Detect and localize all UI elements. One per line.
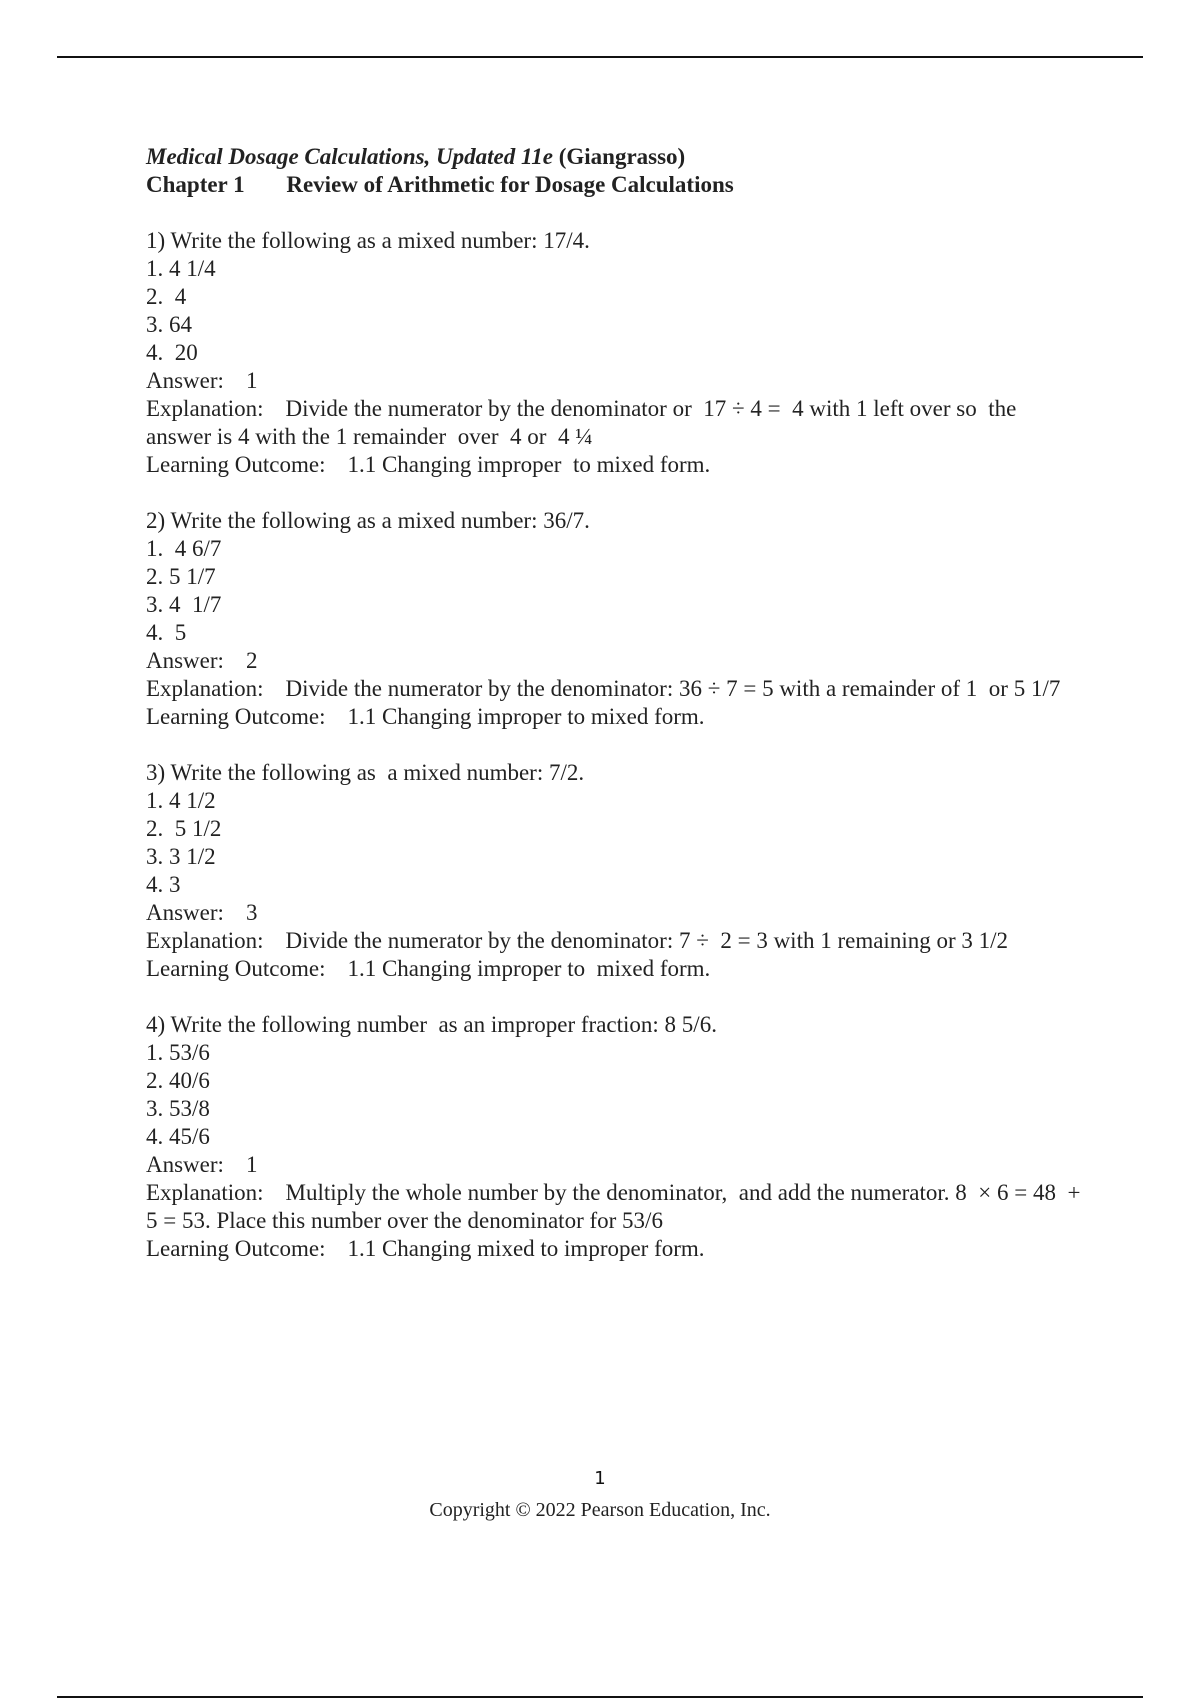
answer-value: 3 xyxy=(245,900,258,925)
outcome-label: Learning Outcome: xyxy=(146,452,326,477)
answer-option: 1. 4 1/4 xyxy=(146,256,216,281)
answer-label: Answer: xyxy=(146,900,224,925)
answer-line xyxy=(146,899,1086,927)
explanation-text: Divide the numerator by the denominator: 7 ÷ 2 = 3 with 1 remaining or 3 1/2 xyxy=(285,928,1009,953)
answer-option: 3. 64 xyxy=(146,312,192,337)
document-body xyxy=(146,143,1086,1263)
outcome-label: Learning Outcome: xyxy=(146,1236,326,1261)
answer-option: 3. 3 1/2 xyxy=(146,844,216,869)
explanation-line xyxy=(146,675,1086,703)
outcome-text: 1.1 Changing mixed to improper form. xyxy=(347,1236,705,1261)
outcome-label: Learning Outcome: xyxy=(146,956,326,981)
question-block xyxy=(146,507,1086,731)
learning-outcome-line xyxy=(146,1235,1086,1263)
answer-label: Answer: xyxy=(146,648,224,673)
question-block xyxy=(146,1011,1086,1263)
answer-option: 2. 5 1/2 xyxy=(146,816,222,841)
explanation-line xyxy=(146,395,1086,451)
bottom-rule xyxy=(57,1696,1143,1698)
answer-option: 1. 4 6/7 xyxy=(146,536,222,561)
answer-option: 4. 45/6 xyxy=(146,1124,210,1149)
chapter-label: Chapter 1 xyxy=(146,172,245,197)
learning-outcome-line xyxy=(146,955,1086,983)
answer-label: Answer: xyxy=(146,1152,224,1177)
answer-option: 4. 20 xyxy=(146,340,198,365)
answer-line xyxy=(146,647,1086,675)
answer-label: Answer: xyxy=(146,368,224,393)
answer-value: 1 xyxy=(245,368,258,393)
question-prompt: 2) Write the following as a mixed number: 36/7. xyxy=(146,508,590,533)
explanation-label: Explanation: xyxy=(146,1180,264,1205)
question-prompt: 1) Write the following as a mixed number: 17/4. xyxy=(146,228,590,253)
explanation-text: Divide the numerator by the denominator: 36 ÷ 7 = 5 with a remainder of 1 or 5 1/7 xyxy=(285,676,1061,701)
answer-option: 3. 4 1/7 xyxy=(146,592,222,617)
answer-option: 4. 3 xyxy=(146,872,181,897)
answer-option: 1. 53/6 xyxy=(146,1040,210,1065)
question-block xyxy=(146,759,1086,983)
explanation-line xyxy=(146,1179,1086,1235)
chapter-title: Review of Arithmetic for Dosage Calculations xyxy=(286,172,734,197)
answer-value: 2 xyxy=(245,648,258,673)
answer-value: 1 xyxy=(245,1152,258,1177)
answer-line xyxy=(146,367,1086,395)
chapter-heading xyxy=(146,171,1086,199)
explanation-text: Divide the numerator by the denominator or 17 ÷ 4 = 4 with 1 left over so the answer is 4 with the 1 remainder over 4 or 4 ¼ xyxy=(146,396,1023,449)
question-prompt: 4) Write the following number as an improper fraction: 8 5/6. xyxy=(146,1012,717,1037)
book-title xyxy=(146,143,1086,171)
outcome-text: 1.1 Changing improper to mixed form. xyxy=(347,956,711,981)
explanation-label: Explanation: xyxy=(146,676,264,701)
learning-outcome-line xyxy=(146,703,1086,731)
learning-outcome-line xyxy=(146,451,1086,479)
answer-option: 3. 53/8 xyxy=(146,1096,210,1121)
top-rule xyxy=(57,56,1143,58)
outcome-label: Learning Outcome: xyxy=(146,704,326,729)
answer-option: 4. 5 xyxy=(146,620,187,645)
page-number: 1 xyxy=(594,1468,606,1489)
book-author: (Giangrasso) xyxy=(558,144,686,169)
answer-option: 1. 4 1/2 xyxy=(146,788,216,813)
explanation-text: Multiply the whole number by the denominator, and add the numerator. 8 × 6 = 48 + 5 = 53. Place this number over the denominator for 53/6 xyxy=(146,1180,1087,1233)
question-block xyxy=(146,227,1086,479)
answer-option: 2. 4 xyxy=(146,284,187,309)
answer-line xyxy=(146,1151,1086,1179)
explanation-label: Explanation: xyxy=(146,396,264,421)
answer-option: 2. 5 1/7 xyxy=(146,564,216,589)
question-prompt: 3) Write the following as a mixed number: 7/2. xyxy=(146,760,585,785)
outcome-text: 1.1 Changing improper to mixed form. xyxy=(347,704,705,729)
copyright-notice: Copyright © 2022 Pearson Education, Inc. xyxy=(429,1499,771,1521)
outcome-text: 1.1 Changing improper to mixed form. xyxy=(347,452,711,477)
answer-option: 2. 40/6 xyxy=(146,1068,210,1093)
explanation-line xyxy=(146,927,1086,955)
book-title-italic: Medical Dosage Calculations, Updated 11e xyxy=(146,144,553,169)
explanation-label: Explanation: xyxy=(146,928,264,953)
